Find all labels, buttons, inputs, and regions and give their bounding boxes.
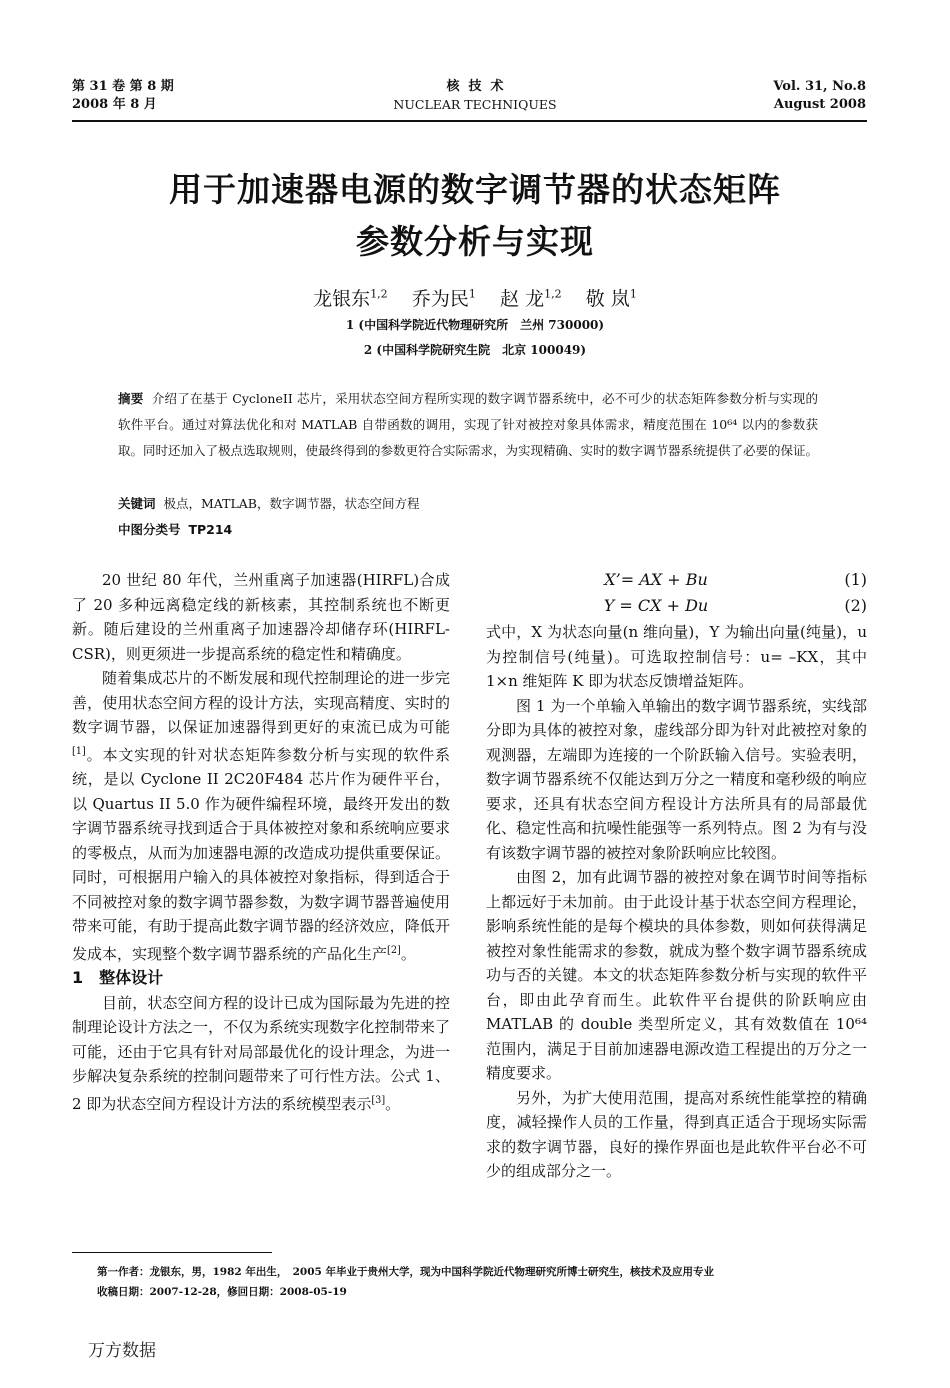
affiliation-1: 1 (中国科学院近代物理研究所 兰州 730000) [345, 318, 605, 332]
paragraph: 由图 2，加有此调节器的被控对象在调节时间等指标上都远好于未加前。由于此设计基于状态空间方程理论，影响系统性能的是每个模块的具体参数，则如何获得满足被控对象性能需求的参数，就成为整个数字调节器系统成功与否的关键。本文的状态矩阵参数分析与实现的软件平台，即由此孕育而生。此软件平台提供的阶跃响应由 MATLAB 的 double 类型所定义，其有效数值在 10⁶⁴ 范围内，满足于目前加速器电源改造工程提出的万分之一精度要求。 [486, 868, 867, 1082]
author-sup: 1,2 [544, 287, 562, 301]
citation: [1] [72, 745, 86, 757]
title-line-2: 参数分析与实现 [356, 222, 594, 261]
keywords-label: 关键词 [118, 496, 156, 511]
section-heading: 1 整体设计 [72, 968, 164, 987]
paragraph: 随着集成芯片的不断发展和现代控制理论的进一步完善，使用状态空间方程的设计方法，实现高精度、实时的数字调节器，以保证加速器得到更好的束流已成为可能[1]。本文实现的针对状态矩阵参数分析与实现的软件系统，是以 Cyclone II 2C20F484 芯片作为硬件平台，以 Quartus II 5.0 作为硬件编程环境，最终开发出的数字调节器系统寻找到适合于具体被控对象和系统响应要求的零极点，从而为加速器电源的改造成功提供重要保证。同时，可根据用户输入的具体被控对象指标，得到适合于不同被控对象的数字调节器参数，为数字调节器普遍使用带来可能，有助于提高此数字调节器的经济效应，降低开发成本，实现整个数字调节器系统的产品化生产[2]。 [72, 669, 450, 963]
equation-expr: X’= AX + Bu [604, 570, 708, 589]
citation: [3] [371, 1094, 386, 1106]
keywords-text: 极点，MATLAB，数字调节器，状态空间方程 [163, 496, 420, 511]
affiliation-2: 2 (中国科学院研究生院 北京 100049) [363, 343, 587, 357]
paragraph: 目前，状态空间方程的设计已成为国际最为先进的控制理论设计方法之一，不仅为系统实现数字化控制带来了可能，还由于它具有针对局部最优化的设计理念，为进一步解决复杂系统的控制问题带来了可行性方法。公式 1、2 即为状态空间方程设计方法的系统模型表示[3]。 [72, 993, 450, 1113]
paragraph: 另外，为扩大使用范围，提高对系统性能掌控的精确度，减轻操作人员的工作量，得到真正适合于现场实际需求的数字调节器，良好的操作界面也是此软件平台必不可少的组成部分之一。 [486, 1088, 867, 1180]
footnote-rule [72, 1252, 272, 1253]
date-cn: 2008 年 8 月 [72, 97, 157, 112]
paragraph: 20 世纪 80 年代，兰州重离子加速器(HIRFL)合成了 20 多种远离稳定线的新核素，其控制系统也不断更新。随后建设的兰州重离子加速器冷却储存环(HIRFL-CSR)，则更须进一步提高系统的稳定性和精确度。 [72, 571, 450, 663]
equation-2 [486, 594, 867, 620]
volume-en: Vol. 31, No.8 [773, 79, 866, 94]
citation: [2] [387, 944, 401, 956]
equation-number: (2) [844, 596, 867, 615]
equation-1 [486, 568, 867, 594]
author-name: 敬 岚 [585, 288, 630, 310]
author-name: 龙银东 [313, 288, 371, 310]
author-name: 乔为民 [411, 288, 469, 310]
class-label: 中图分类号 [118, 522, 181, 537]
watermark: 万方数据 [88, 1341, 156, 1361]
right-column [486, 568, 867, 1184]
left-column [72, 568, 450, 1116]
author-sup: 1 [468, 287, 476, 301]
keywords [118, 491, 818, 517]
equation-number: (1) [844, 570, 867, 589]
header-rule [72, 120, 867, 122]
paragraph: 图 1 为一个单输入单输出的数字调节器系统，实线部分即为具体的被控对象，虚线部分即为针对此被控对象的观测器，左端即为连接的一个阶跃输入信号。实验表明，数字调节器系统不仅能达到万分之一精度和毫秒级的响应要求，还具有状态空间方程设计方法所具有的局部最优化、稳定性高和抗噪性能强等一系列特点。图 2 为有与没有该数字调节器的被控对象阶跃响应比较图。 [486, 696, 867, 862]
classification [118, 517, 818, 543]
footnote-dates: 收稿日期：2007-12-28，修回日期：2008-05-19 [97, 1286, 347, 1298]
journal-cn: 核 技 术 [446, 79, 504, 94]
volume-cn: 第 31 卷 第 8 期 [72, 79, 174, 94]
journal-en: NUCLEAR TECHNIQUES [393, 97, 557, 112]
equation-expr: Y = CX + Du [603, 596, 709, 615]
abstract-text: 介绍了在基于 CycloneII 芯片，采用状态空间方程所实现的数字调节器系统中，必不可少的状态矩阵参数分析与实现的软件平台。通过对算法优化和对 MATLAB 自带函数的调用，实现了针对被控对象具体需求，精度范围在 10⁶⁴ 以内的参数获取。同时还加入了极点选取规则，使最终得到的参数更符合实际需求，为实现精确、实时的数字调节器系统提供了必要的保证。 [118, 391, 819, 458]
date-en: August 2008 [773, 97, 866, 112]
author-sup: 1 [629, 287, 637, 301]
abstract [118, 386, 818, 464]
footnote-author: 第一作者：龙银东，男，1982 年出生， 2005 年毕业于贵州大学，现为中国科学院近代物理研究所博士研究生，核技术及应用专业 [97, 1266, 715, 1278]
author-list [0, 284, 950, 311]
author-name: 赵 龙 [500, 288, 545, 310]
paragraph: 式中，X 为状态向量(n 维向量)，Y 为输出向量(纯量)，u 为控制信号(纯量)。可选取控制信号：u= –KX，其中 1×n 维矩阵 K 即为状态反馈增益矩阵。 [486, 623, 867, 690]
class-code: TP214 [188, 522, 233, 537]
abstract-label: 摘要 [118, 391, 144, 406]
author-sup: 1,2 [370, 287, 388, 301]
title-line-1: 用于加速器电源的数字调节器的状态矩阵 [169, 170, 781, 209]
